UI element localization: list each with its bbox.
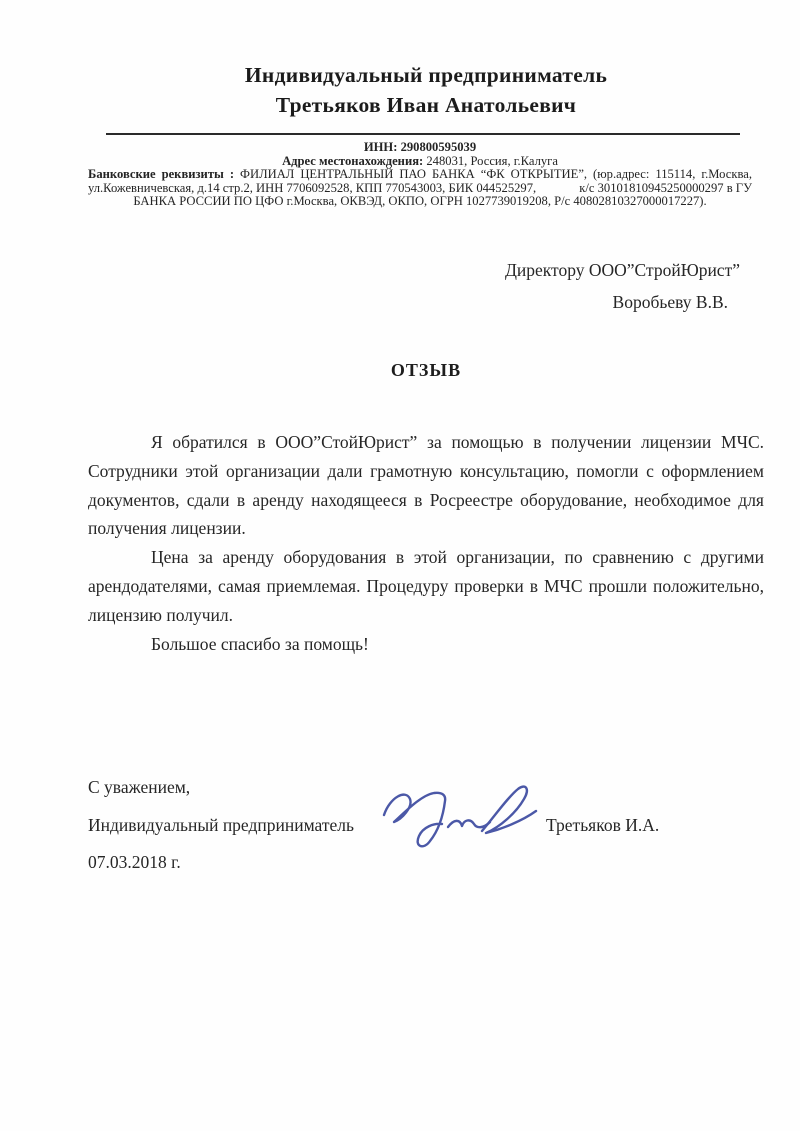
bank-line-2 <box>88 182 752 196</box>
inn-line: ИНН: 290800595039 <box>363 140 477 154</box>
bank-value-2-left: ул.Кожевничевская, д.14 стр.2, ИНН 7706092528, КПП 770543003, БИК 044525297, <box>88 180 537 195</box>
signature-block <box>88 775 764 895</box>
letterhead-title-line1: Индивидуальный предприниматель <box>244 63 608 87</box>
signer-name: Третьяков И.А. <box>546 815 660 835</box>
bank-value-2-right: к/с 30101810945250000297 в ГУ <box>579 180 752 195</box>
body-line: Сотрудники этой организации дали грамотную консультацию, помогли с оформлением <box>88 460 764 481</box>
signer-role: Индивидуальный предприниматель <box>88 815 354 835</box>
letterhead-title-line2: Третьяков Иван Анатольевич <box>275 93 577 117</box>
body-line: Цена за аренду оборудования в этой организации, по сравнению с другими <box>151 547 764 568</box>
address-label: Адрес местонахождения: <box>282 153 424 168</box>
letterhead-requisites <box>88 141 752 209</box>
letter-body <box>88 428 764 658</box>
bank-value-1: ФИЛИАЛ ЦЕНТРАЛЬНЫЙ ПАО БАНКА “ФК ОТКРЫТИЕ”, (юр.адрес: 115114, г.Москва, <box>240 167 752 182</box>
body-line: Большое спасибо за помощь! <box>151 633 369 654</box>
bank-line-1 <box>88 168 752 182</box>
letterhead-divider <box>106 133 740 135</box>
bank-label: Банковские реквизиты : <box>88 167 235 182</box>
body-line: получения лицензии. <box>88 518 246 539</box>
body-line: документов, сдали в аренду находящееся в Росреестре оборудование, необходимое для <box>88 489 764 510</box>
body-line: арендодателями, самая приемлемая. Процедуру проверки в МЧС прошли положительно, <box>88 575 764 596</box>
body-line: лицензию получил. <box>88 604 233 625</box>
handwritten-signature-icon <box>378 767 558 857</box>
addressee-line2: Воробьеву В.В. <box>612 292 728 312</box>
addressee-line1: Директору ООО”СтройЮрист” <box>504 260 740 280</box>
address-value: 248031, Россия, г.Калуга <box>426 153 558 168</box>
address-line <box>88 155 752 169</box>
addressee-block <box>88 254 740 318</box>
letterhead-title <box>88 60 764 120</box>
signature-closing: С уважением, <box>88 777 191 797</box>
body-line: Я обратился в ООО”СтойЮрист” за помощью в получении лицензии МЧС. <box>151 432 764 452</box>
signature-date: 07.03.2018 г. <box>88 852 181 872</box>
bank-line-3: БАНКА РОССИИ ПО ЦФО г.Москва, ОКВЭД, ОКПО, ОГРН 1027739019208, Р/с 40802810327000017227). <box>133 194 707 209</box>
document-title: ОТЗЫВ <box>390 360 462 380</box>
